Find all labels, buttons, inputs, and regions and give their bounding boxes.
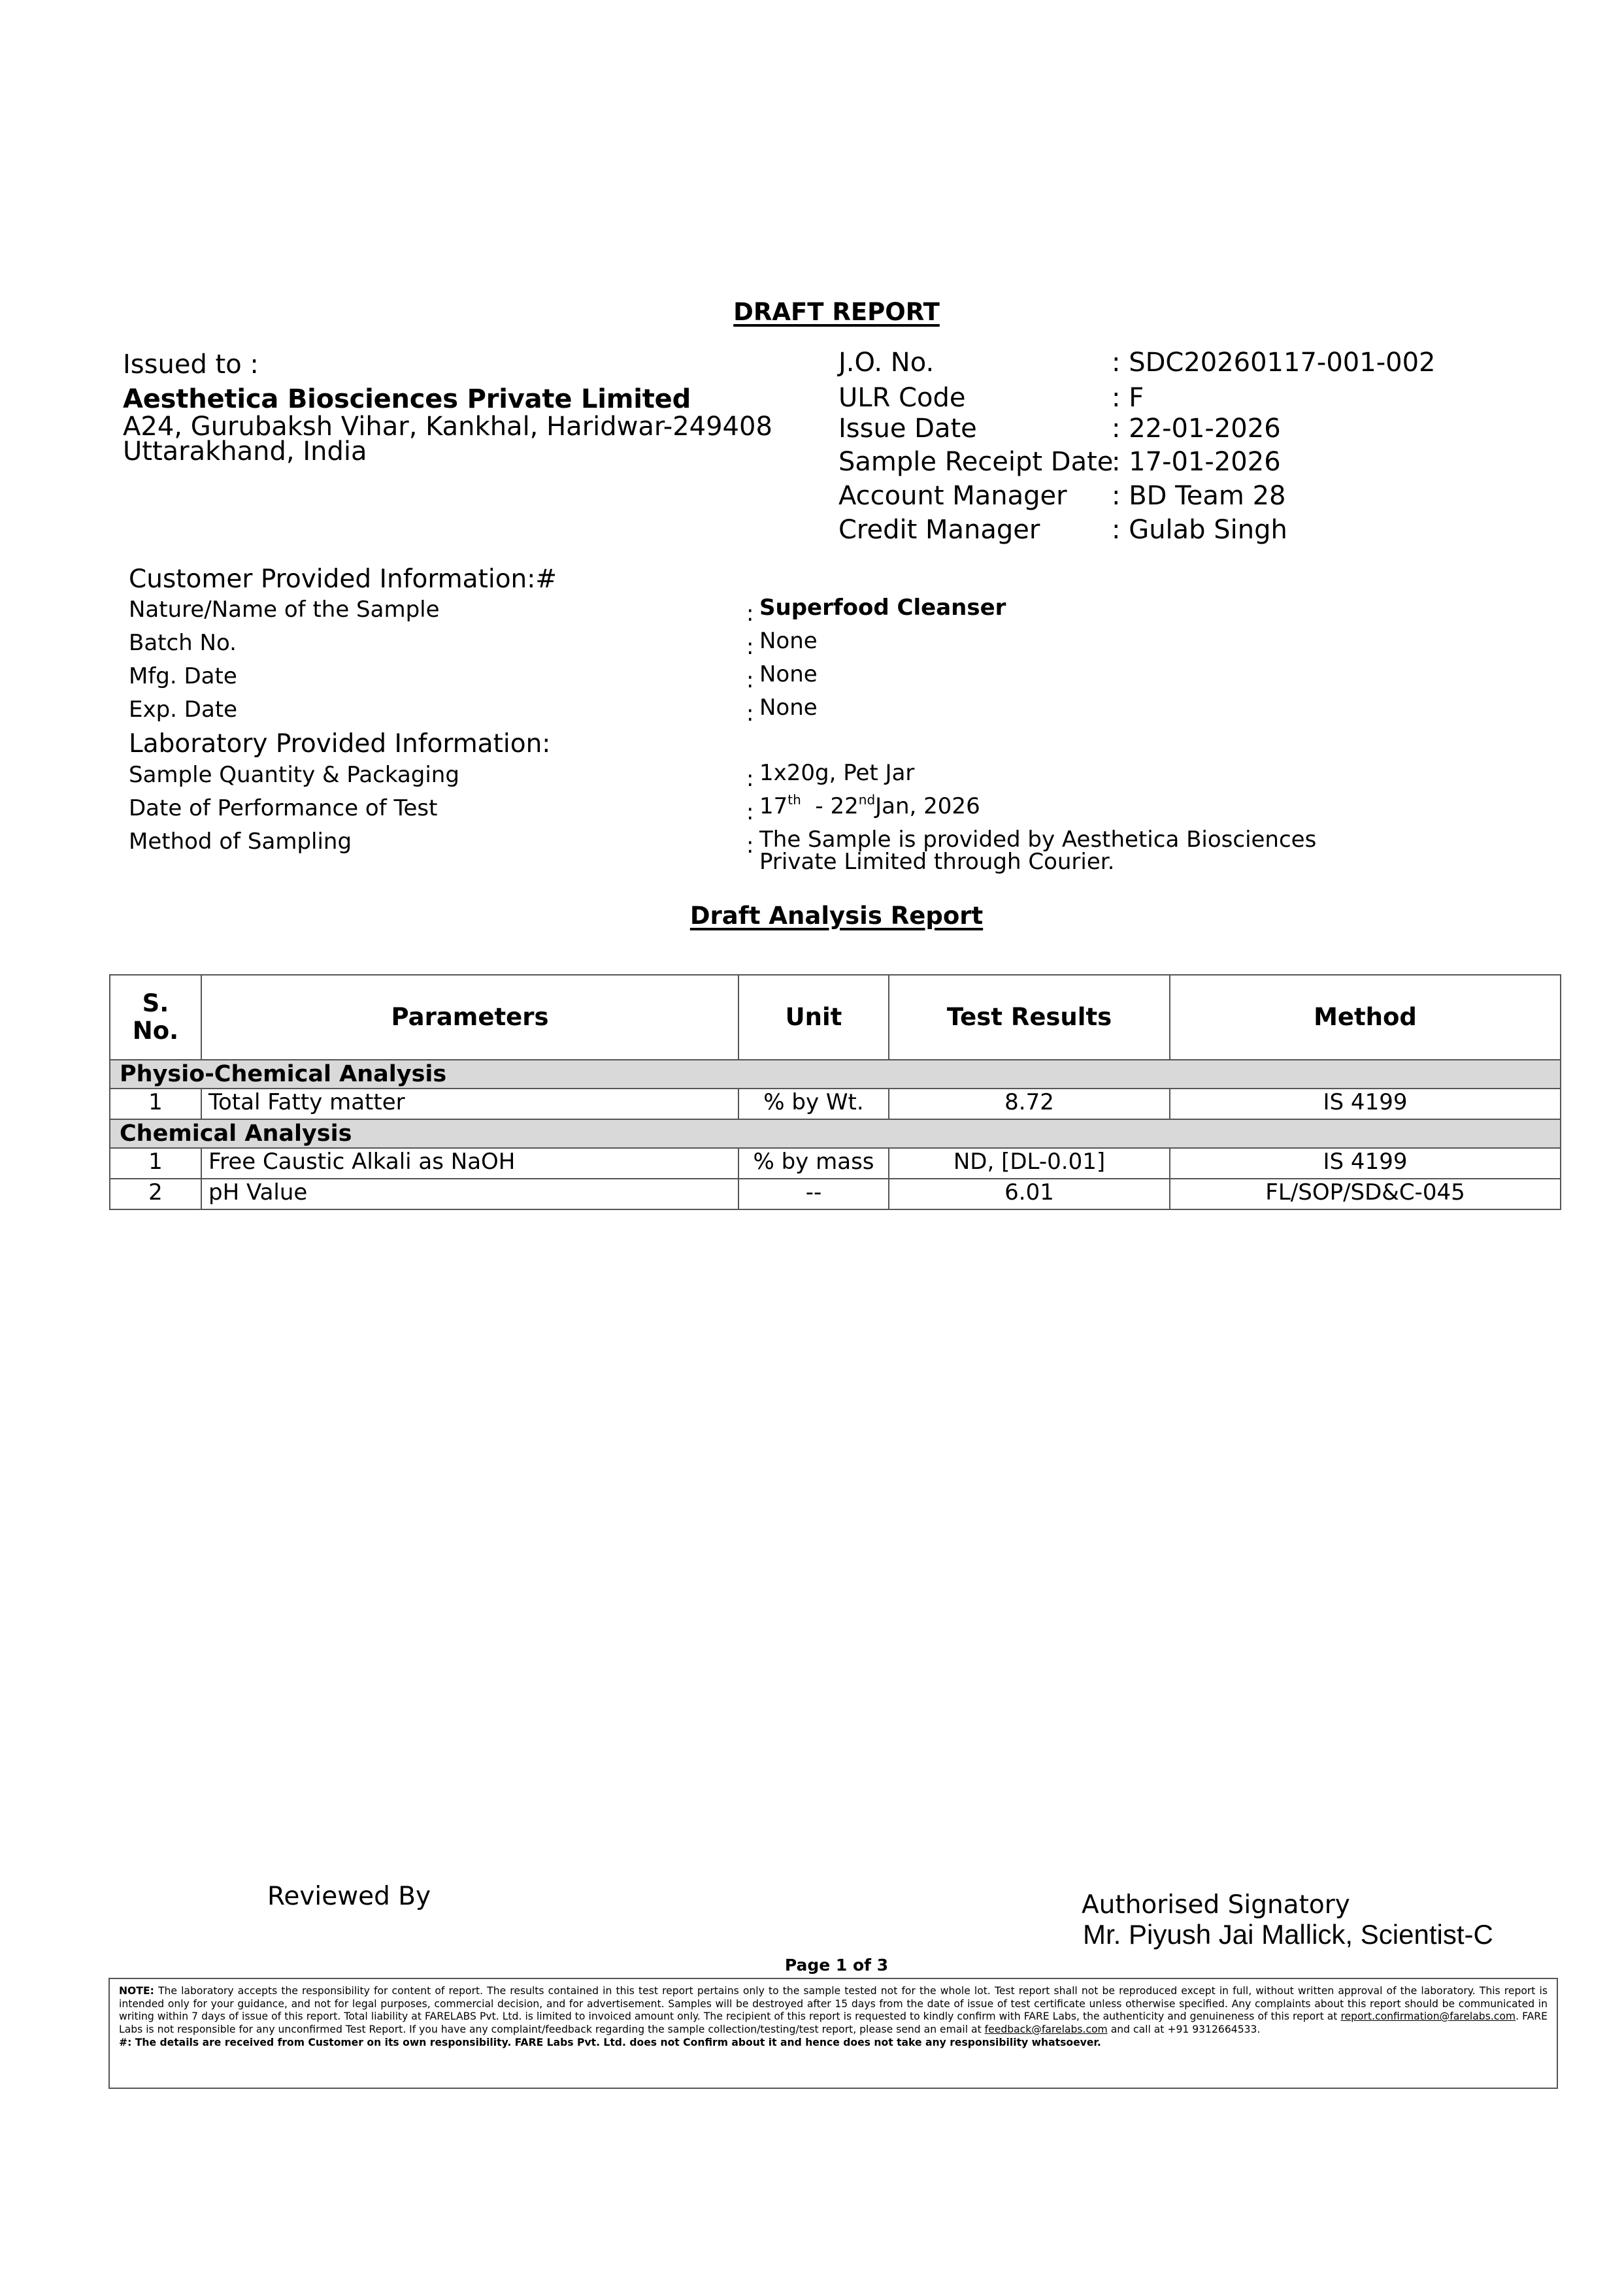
issued-to-label: Issued to : [123, 350, 259, 380]
section-name: Chemical Analysis [110, 1119, 1561, 1148]
jo-number-value: : SDC20260117-001-002 [1112, 348, 1436, 378]
confirmation-email-link[interactable]: report.confirmation@farelabs.com [1340, 2010, 1516, 2022]
table-row [110, 1148, 1561, 1179]
note-text-part-2: . FARE Labs is not responsible for any unconfirmed Test Report. If you have any complaint/feedback regarding the sample collection/testing/test report, please send an email at [119, 2010, 1548, 2035]
ulr-code-row [838, 383, 1144, 413]
test-end-day: 22 [830, 793, 859, 819]
colon: : [746, 799, 754, 825]
mfg-date-value: None [759, 661, 818, 687]
exp-date-value: None [759, 695, 818, 721]
cell-unit: % by mass [738, 1148, 889, 1179]
company-name: Aesthetica Biosciences Private Limited [123, 384, 691, 414]
cell-method: IS 4199 [1170, 1148, 1561, 1179]
address-line-1: A24, Gurubaksh Vihar, Kankhal, Haridwar-249408 [123, 412, 772, 442]
colon: : [746, 667, 754, 693]
credit-manager-value: : Gulab Singh [1112, 515, 1287, 545]
note-text [119, 1985, 1548, 2036]
cell-method: IS 4199 [1170, 1089, 1561, 1119]
cell-sno: 1 [110, 1089, 201, 1119]
test-end-suffix: nd [858, 792, 876, 808]
authorised-signatory-label: Authorised Signatory [1082, 1890, 1350, 1920]
analysis-report-title: Draft Analysis Report [689, 902, 984, 930]
ulr-code-value: : F [1112, 383, 1144, 413]
section-row [110, 1119, 1561, 1148]
colon: : [746, 634, 754, 660]
customer-info-heading: Customer Provided Information:# [129, 565, 557, 594]
reviewed-by-label: Reviewed By [267, 1882, 431, 1911]
cell-result: 6.01 [889, 1179, 1170, 1209]
results-table [109, 974, 1561, 1210]
sample-receipt-date-row [838, 447, 1281, 477]
issue-date-row [838, 414, 1281, 444]
header-parameters: Parameters [201, 975, 738, 1060]
issue-date-value: : 22-01-2026 [1112, 414, 1281, 444]
colon: : [746, 600, 754, 627]
feedback-email-link[interactable]: feedback@farelabs.com [984, 2023, 1108, 2035]
date-separator: - [801, 793, 831, 819]
test-start-suffix: th [787, 792, 801, 808]
cell-result: 8.72 [889, 1089, 1170, 1119]
method-of-sampling-value [759, 828, 1316, 873]
cell-parameter: pH Value [201, 1179, 738, 1209]
date-of-test-label: Date of Performance of Test [129, 795, 438, 821]
header-test-results: Test Results [889, 975, 1170, 1060]
jo-number-row [838, 348, 1435, 378]
note-label: NOTE: [119, 1985, 154, 1997]
account-manager-label: Account Manager [838, 481, 1067, 511]
section-row [110, 1060, 1561, 1089]
table-row [110, 1179, 1561, 1209]
credit-manager-row [838, 515, 1287, 545]
header-unit: Unit [738, 975, 889, 1060]
account-manager-value: : BD Team 28 [1112, 481, 1286, 511]
account-manager-row [838, 481, 1285, 511]
sample-receipt-date-value: : 17-01-2026 [1112, 447, 1281, 477]
test-month-year: Jan, 2026 [875, 793, 980, 819]
issue-date-label: Issue Date [838, 414, 977, 444]
mfg-date-label: Mfg. Date [129, 663, 237, 689]
sample-name-value: Superfood Cleanser [759, 595, 1006, 621]
cell-unit: % by Wt. [738, 1089, 889, 1119]
cell-result: ND, [DL-0.01] [889, 1148, 1170, 1179]
header-sno-line-1: S. [142, 989, 169, 1017]
section-name: Physio-Chemical Analysis [110, 1060, 1561, 1089]
note-box [108, 1978, 1558, 2089]
table-row [110, 1089, 1561, 1119]
sample-name-label: Nature/Name of the Sample [129, 597, 440, 623]
colon: : [746, 766, 754, 792]
sample-quantity-label: Sample Quantity & Packaging [129, 762, 459, 788]
exp-date-label: Exp. Date [129, 697, 238, 723]
note-text-part-1: The laboratory accepts the responsibility for content of report. The results contained in this test report pertains only to the sample tested not for the whole lot. Test report shall not be reproduced except in full, without written approval of the laboratory. This report is intended only for your guidance, and not for legal purposes, commercial decision, and for advertisement. Samples will be destroyed after 15 days from the date of issue of test certificate unless otherwise specified. Any complaints about this report should be communicated in writing within 7 days of issue of this report. Total liability at FARELABS Pvt. Ltd. is limited to invoiced amount only. The recipient of this report is requested to kindly confirm with FARE Labs, the authenticity and genuineness of this report at [119, 1985, 1548, 2022]
cell-method: FL/SOP/SD&C-045 [1170, 1179, 1561, 1209]
method-of-sampling-line-1: The Sample is provided by Aesthetica Biosciences [759, 827, 1317, 853]
signer-name: Mr. Piyush Jai Mallick, Scientist-C [1083, 1919, 1493, 1950]
cell-sno: 1 [110, 1148, 201, 1179]
header-sno-line-2: No. [132, 1017, 179, 1045]
batch-no-value: None [759, 628, 818, 654]
batch-no-label: Batch No. [129, 630, 237, 656]
colon: : [746, 700, 754, 727]
lab-info-heading: Laboratory Provided Information: [129, 729, 551, 759]
table-header-row [110, 975, 1561, 1060]
cell-parameter: Total Fatty matter [201, 1089, 738, 1119]
method-of-sampling-label: Method of Sampling [129, 828, 352, 855]
test-start-day: 17 [759, 793, 788, 819]
header-method: Method [1170, 975, 1561, 1060]
sample-receipt-date-label: Sample Receipt Date [838, 447, 1114, 477]
jo-number-label: J.O. No. [838, 348, 935, 378]
credit-manager-label: Credit Manager [838, 515, 1040, 545]
address-line-2: Uttarakhand, India [123, 436, 367, 467]
ulr-code-label: ULR Code [838, 383, 966, 413]
report-title: DRAFT REPORT [733, 298, 940, 326]
date-of-test-value [759, 792, 980, 819]
page-number: Page 1 of 3 [784, 1956, 889, 1975]
sample-quantity-value: 1x20g, Pet Jar [759, 760, 915, 786]
colon: : [746, 832, 754, 859]
cell-unit: -- [738, 1179, 889, 1209]
cell-sno: 2 [110, 1179, 201, 1209]
customer-details-disclaimer: #: The details are received from Customer on its own responsibility. FARE Labs Pvt. Ltd. does not Confirm about it and hence does not take any responsibility whatsoever. [119, 2037, 1101, 2048]
cell-parameter: Free Caustic Alkali as NaOH [201, 1148, 738, 1179]
header-sno [110, 975, 201, 1060]
method-of-sampling-line-2: Private Limited through Courier. [759, 849, 1115, 875]
note-text-part-3: and call at +91 9312664533. [1107, 2023, 1261, 2035]
